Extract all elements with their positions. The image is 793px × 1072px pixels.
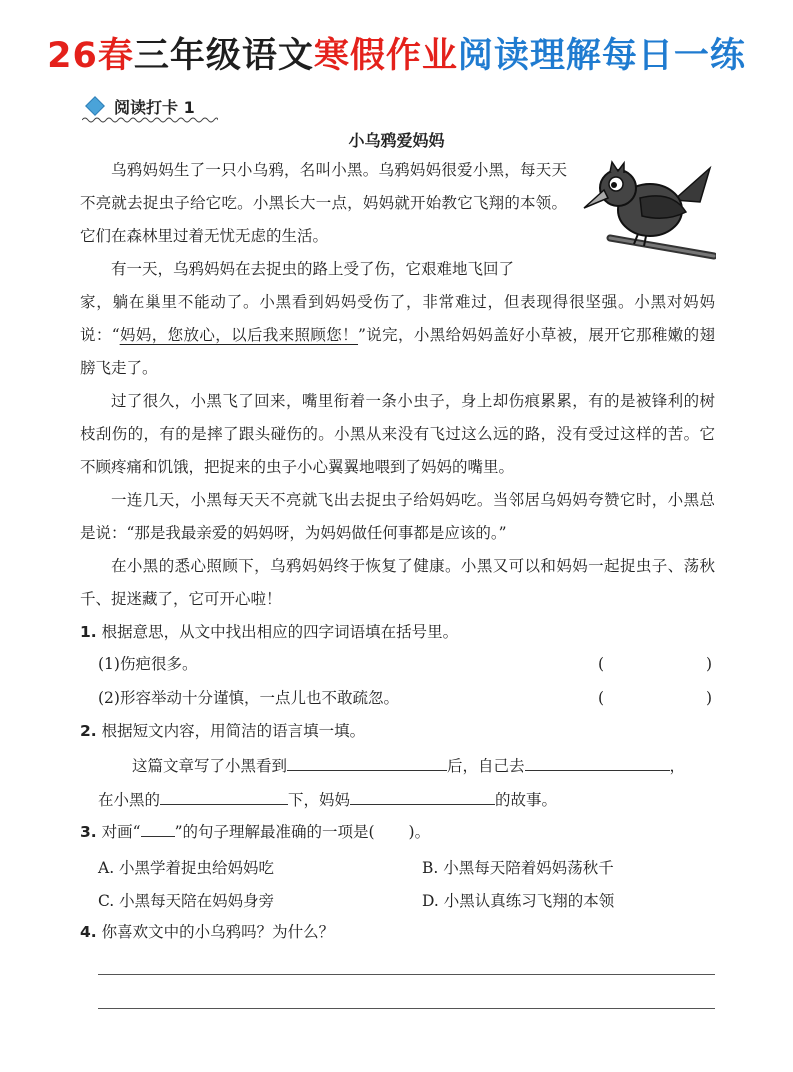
- title-practice: 阅读理解每日一练: [457, 36, 746, 76]
- answer-blank-1[interactable]: [287, 750, 447, 771]
- question-2-line-2: [98, 784, 718, 817]
- story-paragraph-2-line1: 有一天，乌鸦妈妈在去捉虫的路上受了伤，它艰难地飞回了: [111, 260, 515, 278]
- question-1: [80, 616, 720, 649]
- q2-text-c: ，: [669, 757, 686, 775]
- question-2-line-1: [132, 750, 722, 783]
- p2-suffix: ”说完，小黑给妈妈盖好小草被，展开它那稚嫩的翅膀飞走了。: [80, 326, 715, 377]
- q3-text-b: ”的句子理解最准确的一项是(: [174, 823, 375, 841]
- question-2-number: 2.: [80, 722, 97, 740]
- story-paragraph-5: 在小黑的悉心照顾下，乌鸦妈妈终于恢复了健康。小黑又可以和妈妈一起捉虫子、荡秋千、捉迷藏了，它可开心啦！: [80, 557, 715, 608]
- answer-blank-4[interactable]: [350, 784, 495, 805]
- answer-paren-open-1: (: [598, 655, 605, 673]
- story-title: 小乌鸦爱妈妈: [348, 131, 445, 150]
- question-2: [80, 715, 720, 748]
- diamond-icon: [85, 96, 105, 116]
- q2-text-e: 下，妈妈: [288, 791, 351, 809]
- q3-underline-mark: [141, 816, 175, 837]
- crow-illustration: [582, 160, 716, 262]
- q2-text-d: 在小黑的: [98, 791, 161, 809]
- title-grade: 三年级语文: [133, 36, 314, 76]
- question-1-item-1: (1)伤疤很多。: [98, 655, 198, 673]
- option-d: D. 小黑认真练习飞翔的本领: [422, 892, 615, 910]
- question-1-number: 1.: [80, 623, 97, 641]
- question-4: [80, 916, 720, 949]
- question-1-item-2: (2)形容举动十分谨慎，一点儿也不敢疏忽。: [98, 689, 399, 707]
- q2-text-a: 这篇文章写了小黑看到: [132, 757, 288, 775]
- story-paragraph-3: 过了很久，小黑飞了回来，嘴里衔着一条小虫子，身上却伤痕累累，有的是被锋利的树枝刮伤的，有的是摔了跟头碰伤的。小黑从来没有飞过这么远的路，没有受过这样的苦。它不顾疼痛和饥饿，把捉来的虫子小心翼翼地喂到了妈妈的嘴里。: [80, 392, 715, 476]
- answer-paren-close-1: ): [706, 655, 713, 673]
- question-3-number: 3.: [80, 823, 97, 841]
- question-1-text: 根据意思，从文中找出相应的四字词语填在括号里。: [101, 623, 459, 641]
- q3-text-c: )。: [408, 823, 431, 841]
- answer-blank-3[interactable]: [160, 784, 288, 805]
- story-paragraph-4: 一连几天，小黑每天天不亮就飞出去捉虫子给妈妈吃。当邻居乌妈妈夸赞它时，小黑总是说：“那是我最亲爱的妈妈呀，为妈妈做任何事都是应该的。”: [80, 491, 715, 542]
- option-b: B. 小黑每天陪着妈妈荡秋千: [422, 859, 614, 877]
- q2-text-b: 后，自己去: [447, 757, 525, 775]
- title-year: 26春: [47, 36, 134, 76]
- answer-line-2[interactable]: [98, 1008, 715, 1009]
- page-title: [0, 28, 793, 78]
- story-paragraph-2: [80, 286, 715, 385]
- option-a: A. 小黑学着捉虫给妈妈吃: [98, 859, 275, 877]
- title-homework: 寒假作业: [313, 36, 458, 76]
- question-2-text: 根据短文内容，用简洁的语言填一填。: [101, 722, 366, 740]
- answer-paren-open-2: (: [598, 689, 605, 707]
- wavy-underline: [82, 116, 218, 124]
- q3-text-a: 对画“: [101, 823, 141, 841]
- question-3: [80, 816, 720, 849]
- card-label-text: 阅读打卡 1: [114, 97, 195, 117]
- option-c: C. 小黑每天陪在妈妈身旁: [98, 892, 275, 910]
- answer-paren-close-2: ): [706, 689, 713, 707]
- answer-blank-2[interactable]: [525, 750, 670, 771]
- q2-text-f: 的故事。: [495, 791, 558, 809]
- p2-prefix: 家，躺在巢里不能动了。小黑看到妈妈受伤了，非常难过，但表现得很坚强。小黑对妈妈说：“: [80, 293, 715, 344]
- p2-underlined-sentence: 妈妈，您放心，以后我来照顾您！: [119, 326, 359, 344]
- story-paragraph-1: 乌鸦妈妈生了一只小乌鸦，名叫小黑。乌鸦妈妈很爱小黑，每天天不亮就去捉虫子给它吃。小黑长大一点，妈妈就开始教它飞翔的本领。它们在森林里过着无忧无虑的生活。: [80, 161, 567, 245]
- question-4-text: 你喜欢文中的小乌鸦吗？为什么？: [101, 923, 335, 941]
- answer-line-1[interactable]: [98, 974, 715, 975]
- question-4-number: 4.: [80, 923, 97, 941]
